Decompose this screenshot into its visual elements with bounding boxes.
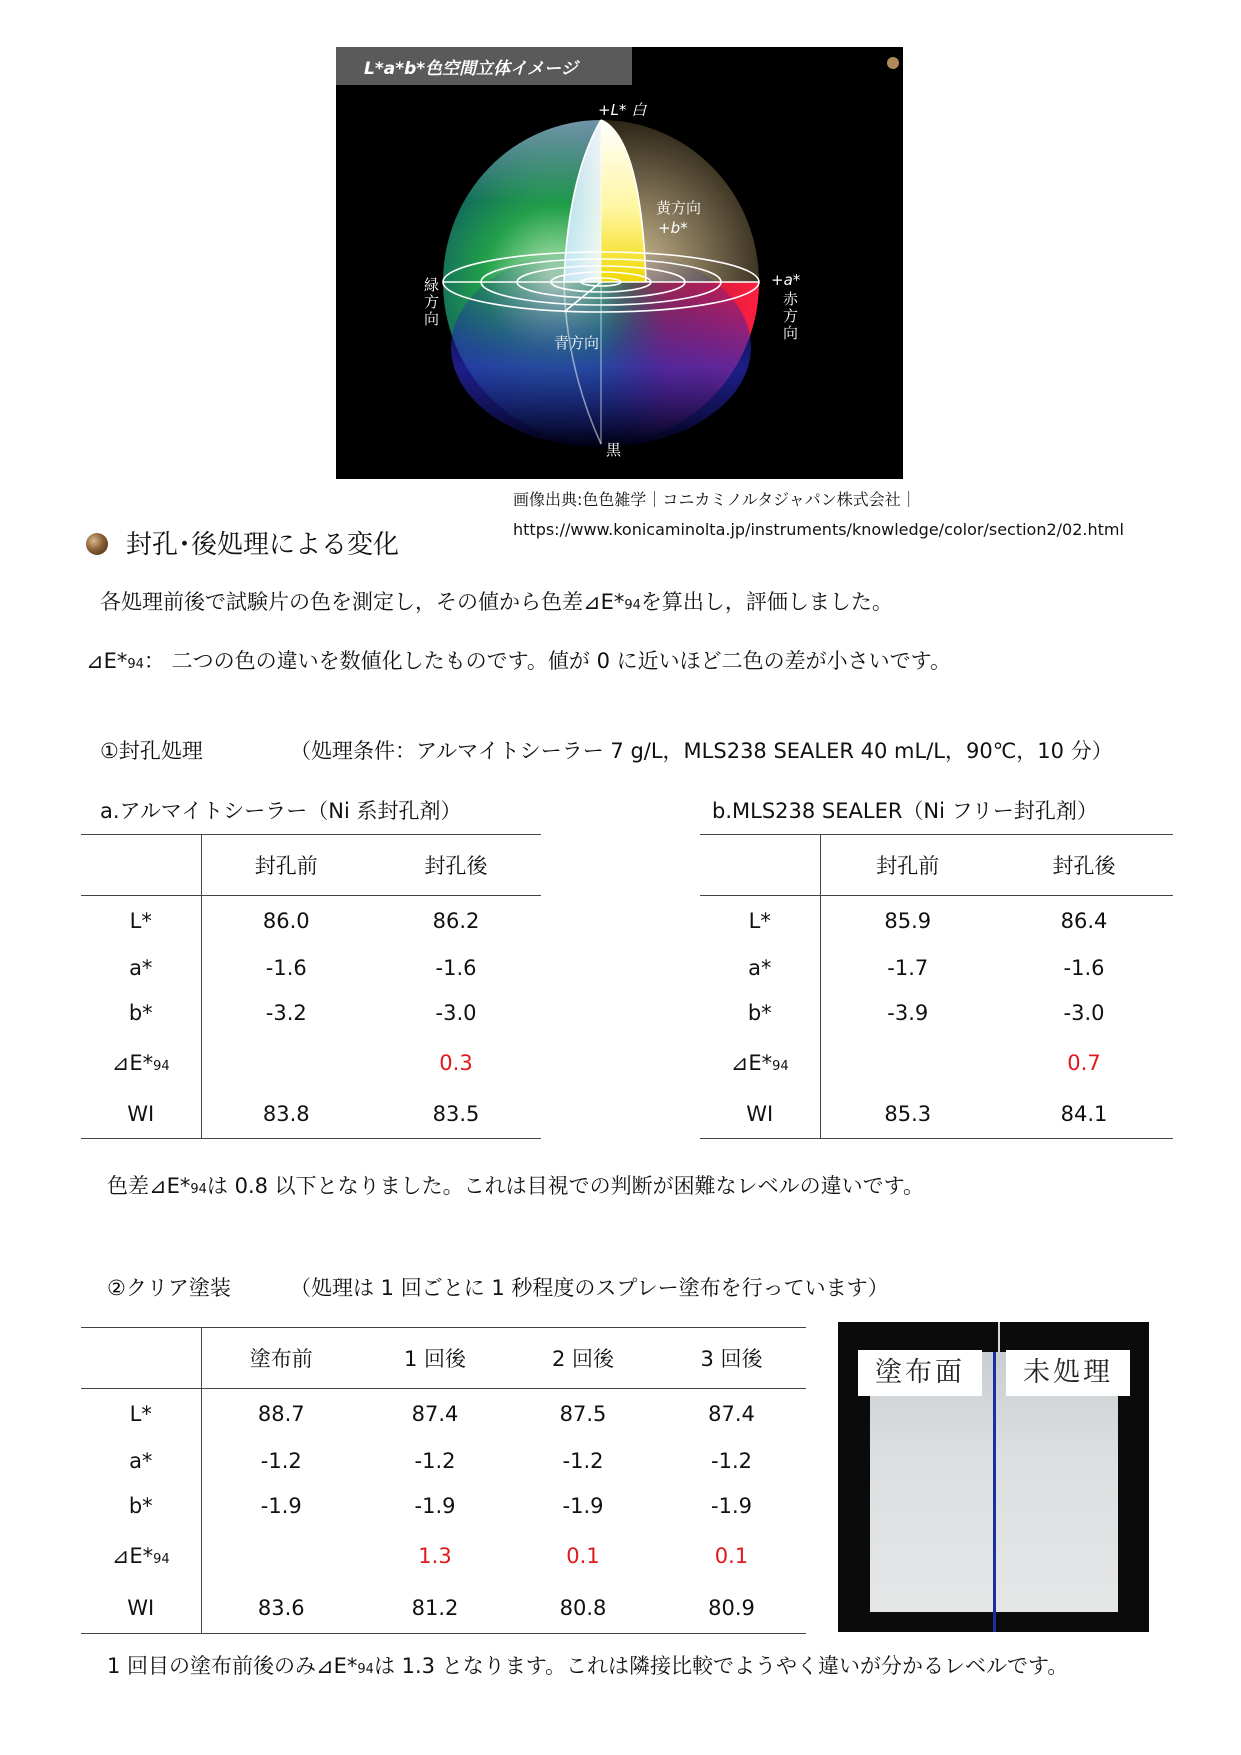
bullet-icon — [86, 533, 108, 555]
sealing-conditions: （処理条件：アルマイトシーラー 7 g/L，MLS238 SEALER 40 mL/L，90℃，10 分） — [290, 739, 1113, 763]
table-row: L* 88.7 87.4 87.5 87.4 — [81, 1389, 806, 1439]
divider-line — [993, 1352, 996, 1632]
table-row: ⊿E*94 1.3 0.1 0.1 — [81, 1529, 806, 1584]
table-header-row — [81, 1328, 806, 1389]
coated-specimen-photo — [838, 1322, 1149, 1632]
image-source-caption — [513, 489, 1124, 541]
intro-line-2: ⊿E*94： 二つの色の違いを数値化したものです。値が 0 に近いほど二色の差が小さいです。 — [86, 649, 951, 673]
clear-coat-table — [81, 1327, 806, 1634]
table-row: b* -1.9 -1.9 -1.9 -1.9 — [81, 1484, 806, 1529]
header-after-3: 3 回後 — [657, 1328, 806, 1389]
section-title-text: 封孔･後処理による変化 — [126, 530, 400, 560]
table-row: b* -3.9 -3.0 — [700, 991, 1173, 1036]
table-row: a* -1.7 -1.6 — [700, 946, 1173, 991]
figure-title: L*a*b*色空間立体イメージ — [364, 59, 578, 79]
table-row: a* -1.6 -1.6 — [81, 946, 541, 991]
caption-line-1: 画像出典:色色雑学｜コニカミノルタジャパン株式会社｜ — [513, 490, 917, 509]
delta-e-value: 0.7 — [1067, 1051, 1101, 1075]
sealing-table-a — [81, 834, 541, 1139]
table-header-row — [700, 835, 1173, 896]
table-row: ⊿E*94 0.7 — [700, 1036, 1173, 1091]
sealing-heading: ①封孔処理 — [100, 739, 203, 763]
delta-e-value: 0.3 — [439, 1051, 473, 1075]
clear-coat-conditions: （処理は 1 回ごとに 1 秒程度のスプレー塗布を行っています） — [290, 1276, 889, 1300]
delta-e-value: 0.1 — [566, 1544, 600, 1568]
table-row: WI 83.6 81.2 80.8 80.9 — [81, 1584, 806, 1634]
label-green-direction: 緑方向 — [424, 276, 440, 328]
label-plus-b: +b* — [658, 219, 688, 237]
table-row: WI 83.8 83.5 — [81, 1091, 541, 1139]
label-red-direction: 赤方向 — [783, 290, 799, 342]
table-b-title: b.MLS238 SEALER（Ni フリー封孔剤） — [712, 799, 1098, 823]
label-plus-a: +a* — [771, 271, 801, 289]
table-row: b* -3.2 -3.0 — [81, 991, 541, 1036]
label-coated-side: 塗布面 — [858, 1350, 982, 1396]
clear-coat-heading: ②クリア塗装 — [107, 1276, 231, 1300]
label-plus-l-white: +L* 白 — [598, 101, 647, 119]
sealing-note: 色差⊿E*94は 0.8 以下となりました。これは目視での判断が困難なレベルの違いです。 — [107, 1174, 924, 1198]
sealing-table-b — [700, 834, 1173, 1139]
header-before-sealing: 封孔前 — [820, 835, 995, 896]
label-blue-direction: 青方向 — [554, 334, 600, 352]
header-before-coating: 塗布前 — [201, 1328, 361, 1389]
label-black: 黒 — [606, 441, 622, 459]
label-untreated-side: 未処理 — [1006, 1350, 1130, 1396]
table-row: WI 85.3 84.1 — [700, 1091, 1173, 1139]
table-row: L* 86.0 86.2 — [81, 896, 541, 946]
section-title — [86, 524, 399, 561]
table-row: a* -1.2 -1.2 -1.2 -1.2 — [81, 1439, 806, 1484]
intro-line-1: 各処理前後で試験片の色を測定し，その値から色差⊿E*94を算出し，評価しました。 — [100, 590, 893, 614]
table-row: L* 85.9 86.4 — [700, 896, 1173, 946]
header-before-sealing: 封孔前 — [201, 835, 371, 896]
header-after-sealing: 封孔後 — [371, 835, 541, 896]
caption-url: https://www.konicaminolta.jp/instruments/knowledge/color/section2/02.html — [513, 520, 1124, 539]
label-yellow-direction: 黄方向 — [656, 199, 702, 217]
delta-e-value: 1.3 — [418, 1544, 452, 1568]
table-header-row — [81, 835, 541, 896]
header-after-2: 2 回後 — [509, 1328, 657, 1389]
header-after-1: 1 回後 — [361, 1328, 509, 1389]
clear-coat-note: 1 回目の塗布前後のみ⊿E*94は 1.3 となります。これは隣接比較でようやく違いが分かるレベルです。 — [107, 1654, 1069, 1678]
lab-color-space-figure — [336, 47, 903, 479]
header-after-sealing: 封孔後 — [995, 835, 1173, 896]
table-row: ⊿E*94 0.3 — [81, 1036, 541, 1091]
table-a-title: a.アルマイトシーラー（Ni 系封孔剤） — [100, 799, 462, 823]
delta-e-value: 0.1 — [714, 1544, 749, 1568]
